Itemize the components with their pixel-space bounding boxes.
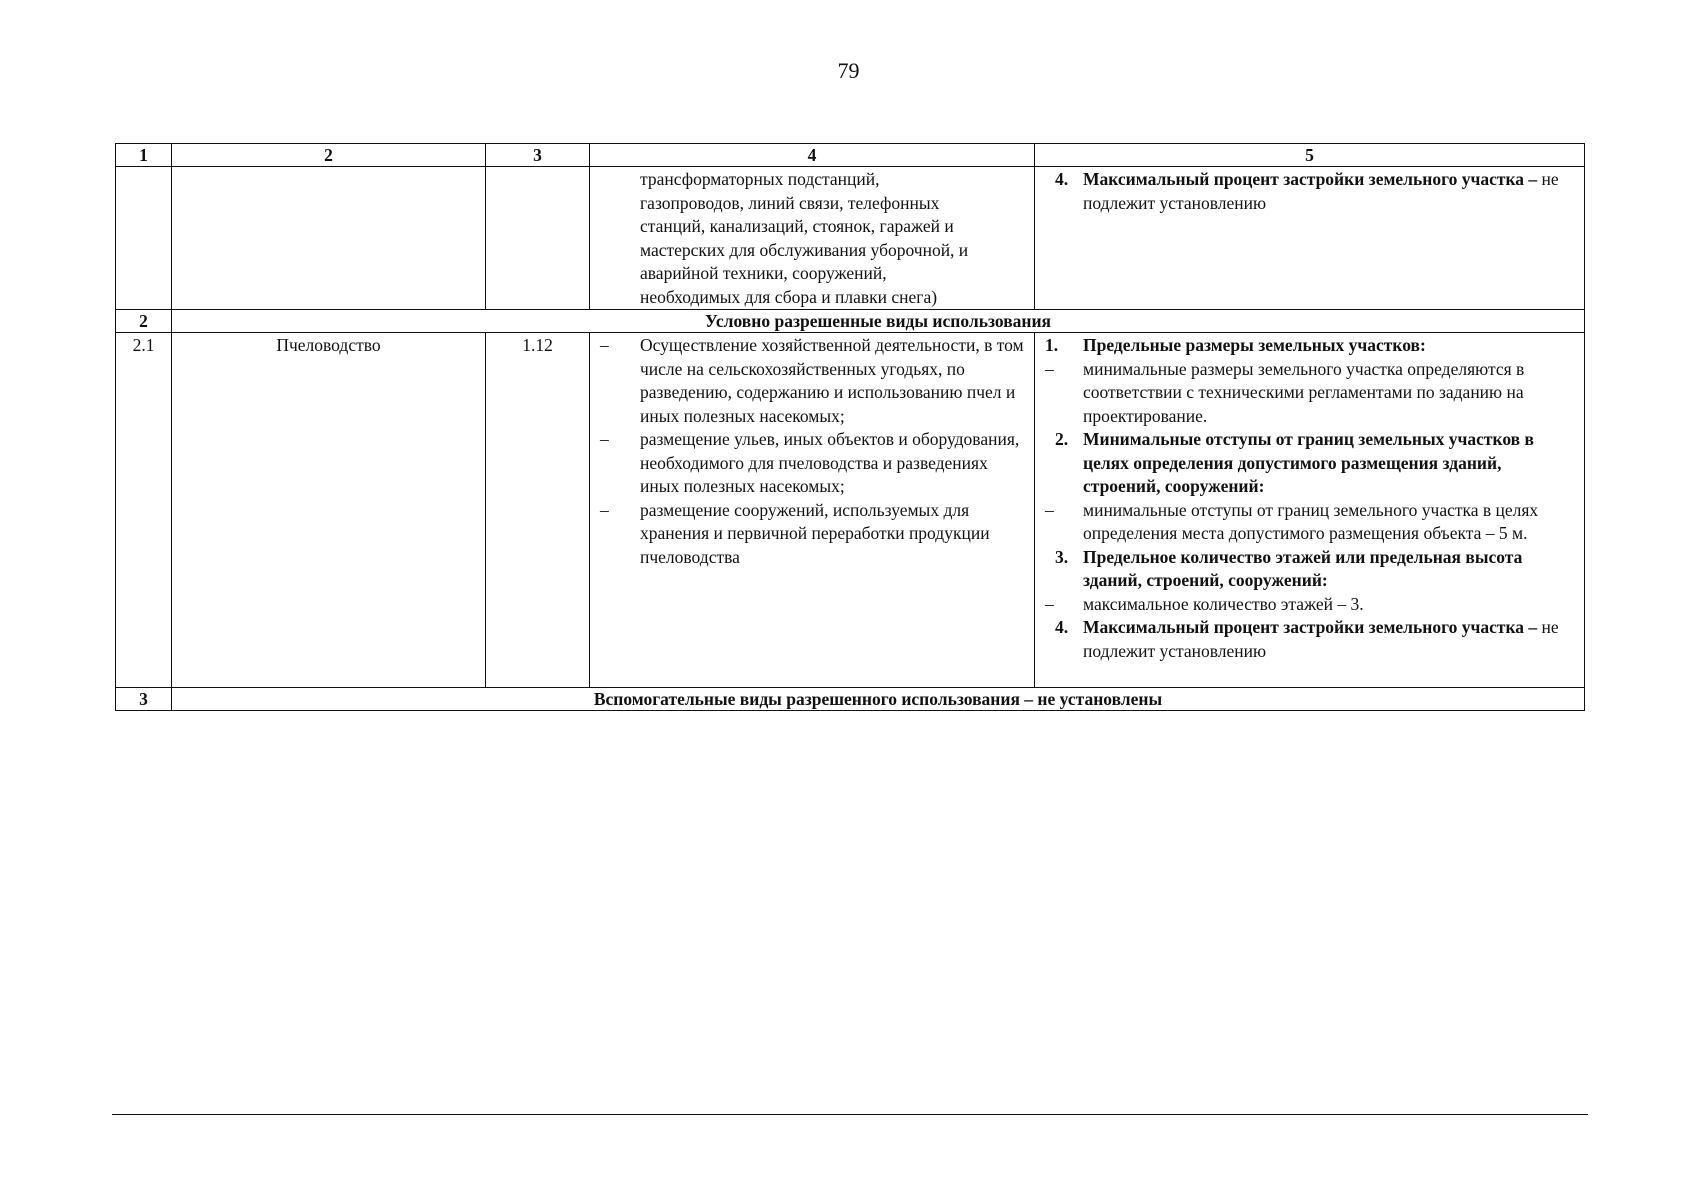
regulation-table [115, 143, 1585, 711]
list-item [600, 499, 1026, 570]
section-number: 3 [116, 688, 172, 711]
row-number: 2.1 [116, 333, 172, 688]
param-number: 3. [1055, 546, 1069, 567]
cont-cell-4 [590, 167, 1035, 310]
cont-cell-1 [116, 167, 172, 310]
use-description-list [590, 333, 1034, 569]
use-description-cell [590, 333, 1035, 688]
parameters-cell [1035, 333, 1585, 688]
dash-marker: – [600, 429, 609, 449]
param-number: 1. [1045, 335, 1059, 355]
dash-marker: – [600, 335, 609, 355]
description-line: необходимых для сбора и плавки снега) [640, 286, 938, 307]
header-col-5: 5 [1035, 144, 1585, 167]
item-text: размещение ульев, иных объектов и оборудования, необходимого для пчеловодства и разведениях иных полезных насекомых; [640, 429, 1020, 496]
header-col-3: 3 [486, 144, 590, 167]
param-number: 2. [1055, 429, 1069, 449]
item-text: максимальное количество этажей – 3. [1083, 593, 1364, 614]
cont-cell-5 [1035, 167, 1585, 310]
list-item [600, 428, 1026, 499]
item-text: Осуществление хозяйственной деятельности, в том числе на сельскохозяйственных угодьях, по разведению, содержанию и использованию пчел и иных полезных насекомых; [640, 335, 1024, 426]
description-line: аварийной техники, сооружений, [640, 263, 887, 283]
table-row-2-1 [116, 333, 1585, 688]
param-detail [1043, 358, 1578, 429]
dash-marker: – [1045, 358, 1054, 379]
param-title: Максимальный процент застройки земельного участка – [1083, 169, 1538, 189]
param-item [1043, 546, 1578, 593]
page-number: 79 [837, 58, 860, 83]
parameters-list [1035, 333, 1584, 663]
footer-divider [112, 1114, 1588, 1115]
dash-marker: – [1045, 499, 1054, 520]
cont-cell-3 [486, 167, 590, 310]
use-code: 1.12 [486, 333, 590, 688]
section-row-3 [116, 688, 1585, 711]
cont-cell-2 [172, 167, 486, 310]
param-title: Максимальный процент застройки земельного участка – [1083, 617, 1538, 637]
use-name: Пчеловодство [172, 333, 486, 688]
param-item [1043, 428, 1578, 499]
item-text: минимальные размеры земельного участка определяются в соответствии с техническими регламентами по заданию на проектирование. [1083, 358, 1525, 426]
description-line: мастерских для обслуживания уборочной, и [640, 239, 969, 260]
dash-marker: – [600, 499, 609, 520]
list-item [600, 334, 1026, 428]
description-line: газопроводов, линий связи, телефонных [640, 192, 940, 213]
description-line: станций, канализаций, стоянок, гаражей и [640, 216, 954, 236]
param-detail [1043, 499, 1578, 546]
cont-param-item [1043, 168, 1578, 215]
param-item [1043, 616, 1578, 663]
header-col-2: 2 [172, 144, 486, 167]
section-title: Условно разрешенные виды использования [172, 310, 1585, 333]
param-number: 4. [1055, 169, 1069, 189]
section-number: 2 [116, 310, 172, 333]
param-number: 4. [1055, 617, 1069, 637]
param-value: не подлежит установлению [1083, 169, 1559, 213]
param-title: Предельное количество этажей или предельная высота зданий, строений, сооружений: [1083, 546, 1523, 590]
cont-use-description [590, 167, 1034, 309]
header-col-4: 4 [590, 144, 1035, 167]
section-row-2 [116, 310, 1585, 333]
description-line: трансформаторных подстанций, [640, 169, 880, 189]
section-title: Вспомогательные виды разрешенного использования – не установлены [172, 688, 1585, 711]
param-detail [1043, 593, 1578, 617]
param-value: не подлежит установлению [1083, 617, 1559, 661]
param-item [1043, 334, 1578, 358]
header-col-1: 1 [116, 144, 172, 167]
param-title: Предельные размеры земельных участков: [1083, 335, 1426, 355]
table-header-row [116, 144, 1585, 167]
param-title: Минимальные отступы от границ земельных участков в целях определения допустимого размещения зданий, строений, сооружений: [1083, 429, 1534, 496]
dash-marker: – [1045, 593, 1054, 614]
continuation-row [116, 167, 1585, 310]
item-text: минимальные отступы от границ земельного участка в целях определения места допустимого размещения объекта – 5 м. [1083, 499, 1539, 543]
item-text: размещение сооружений, используемых для хранения и первичной переработки продукции пчеловодства [640, 499, 990, 567]
